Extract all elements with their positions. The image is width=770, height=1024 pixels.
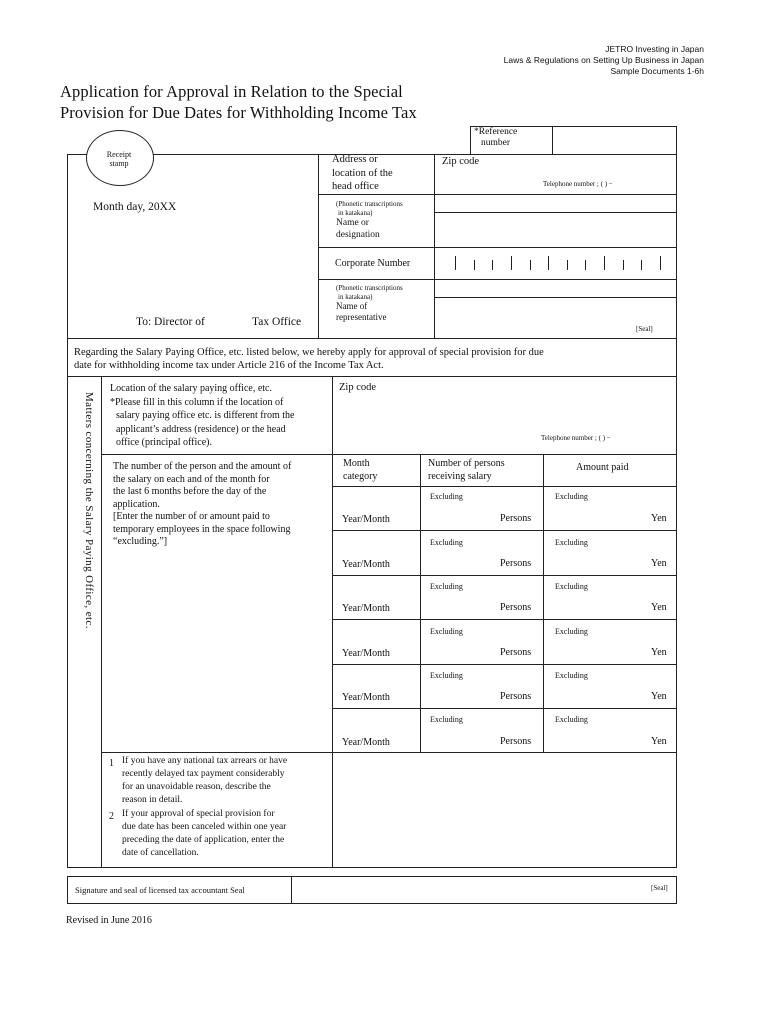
excluding-persons-label: Excluding [430, 627, 463, 636]
excluding-amount-label: Excluding [555, 715, 588, 724]
application-date: Month day, 20XX [93, 201, 177, 213]
excluding-amount-label: Excluding [555, 538, 588, 547]
excluding-persons-label: Excluding [430, 492, 463, 501]
yen-unit: Yen [651, 691, 667, 702]
office-telephone-label: Telephone number ; ( ) − [541, 434, 611, 442]
yen-unit: Yen [651, 602, 667, 613]
corporate-number-label: Corporate Number [335, 258, 411, 269]
zip-code-label: Zip code [442, 156, 480, 167]
tax-accountant-signature-field[interactable] [292, 877, 676, 903]
excluding-persons-label: Excluding [430, 671, 463, 680]
header-line-1: JETRO Investing in Japan [605, 44, 704, 54]
persons-unit: Persons [500, 736, 532, 747]
excluding-amount-label: Excluding [555, 671, 588, 680]
phonetic-transcription-note-2: (Phonetic transcriptions in katakana) [336, 284, 403, 301]
matters-vertical-label: Matters concerning the Salary Paying Office, etc. [83, 392, 95, 629]
excluding-amount-label: Excluding [555, 492, 588, 501]
title-line-2: Provision for Due Dates for Withholding Income Tax [60, 103, 417, 122]
note-1-text: If you have any national tax arrears or have recently delayed tax payment considerably for an unavoidable reason, describe the reason in detail. [122, 756, 288, 805]
yen-unit: Yen [651, 647, 667, 658]
corporate-number-field[interactable] [435, 248, 676, 279]
yen-unit: Yen [651, 736, 667, 747]
excluding-persons-label: Excluding [430, 538, 463, 547]
header-line-2: Laws & Regulations on Setting Up Business in Japan [503, 55, 704, 65]
year-month-label: Year/Month [342, 514, 390, 525]
year-month-label: Year/Month [342, 692, 390, 703]
title-line-1: Application for Approval in Relation to the Special [60, 82, 403, 101]
yen-unit: Yen [651, 513, 667, 524]
phonetic-name-field[interactable] [435, 195, 676, 212]
year-month-label: Year/Month [342, 648, 390, 659]
phonetic-transcription-note: (Phonetic transcriptions in katakana) [336, 200, 403, 217]
tax-accountant-seal: [Seal] [651, 884, 668, 892]
location-instructions: Location of the salary paying office, etc. *Please fill in this column if the location of salary paying office etc. is different from the applicant’s address (residence) or the head office (principal office). [110, 383, 295, 448]
revision-note: Revised in June 2016 [66, 915, 152, 926]
tax-accountant-signature-label: Signature and seal of licensed tax accountant Seal [75, 885, 245, 895]
representative-label: Name of representative [336, 301, 387, 322]
office-zip-code-label: Zip code [339, 382, 377, 393]
reference-number-label: *Reference number [474, 127, 518, 148]
persons-receiving-header: Number of persons receiving salary [428, 458, 505, 482]
persons-unit: Persons [500, 691, 532, 702]
persons-unit: Persons [500, 558, 532, 569]
tax-office-label: Tax Office [252, 316, 302, 328]
page-title [60, 81, 417, 123]
arrears-details-field[interactable] [333, 753, 676, 867]
office-address-field[interactable] [333, 395, 676, 431]
header-line-3: Sample Documents 1-6h [610, 66, 704, 76]
persons-unit: Persons [500, 647, 532, 658]
amount-paid-header: Amount paid [576, 462, 629, 473]
year-month-label: Year/Month [342, 559, 390, 570]
application-statement: Regarding the Salary Paying Office, etc. listed below, we hereby apply for approval of special provision for due date for withholding income tax under Article 216 of the Income Tax Act. [74, 347, 544, 371]
name-designation-label: Name or designation [336, 218, 380, 240]
address-field[interactable] [434, 164, 676, 194]
note-2-number: 2 [109, 811, 114, 822]
persons-unit: Persons [500, 513, 532, 524]
excluding-amount-label: Excluding [555, 582, 588, 591]
persons-unit: Persons [500, 602, 532, 613]
excluding-persons-label: Excluding [430, 582, 463, 591]
year-month-label: Year/Month [342, 737, 390, 748]
note-2-text: If your approval of special provision for due date has been canceled within one year preceding the date of application, enter the date of cancellation. [122, 809, 287, 858]
receipt-stamp-label: Receipt stamp [106, 150, 132, 168]
head-office-address-label: Address or location of the head office [332, 154, 393, 192]
month-category-header: Month category [343, 458, 378, 482]
excluding-amount-label: Excluding [555, 627, 588, 636]
note-1-number: 1 [109, 758, 114, 769]
excluding-persons-label: Excluding [430, 715, 463, 724]
year-month-label: Year/Month [342, 603, 390, 614]
yen-unit: Yen [651, 558, 667, 569]
to-director-label: To: Director of [136, 316, 205, 328]
persons-salary-instructions: The number of the person and the amount of the salary on each and of the month for the last 6 months before the day of the application. [Enter the number of or amount paid to temporary employees in the space following “excluding.”] [113, 461, 292, 547]
document-header [504, 44, 704, 77]
telephone-label: Telephone number ; ( ) − [543, 180, 613, 188]
representative-seal: [Seal] [636, 325, 653, 333]
name-designation-field[interactable] [435, 213, 676, 247]
